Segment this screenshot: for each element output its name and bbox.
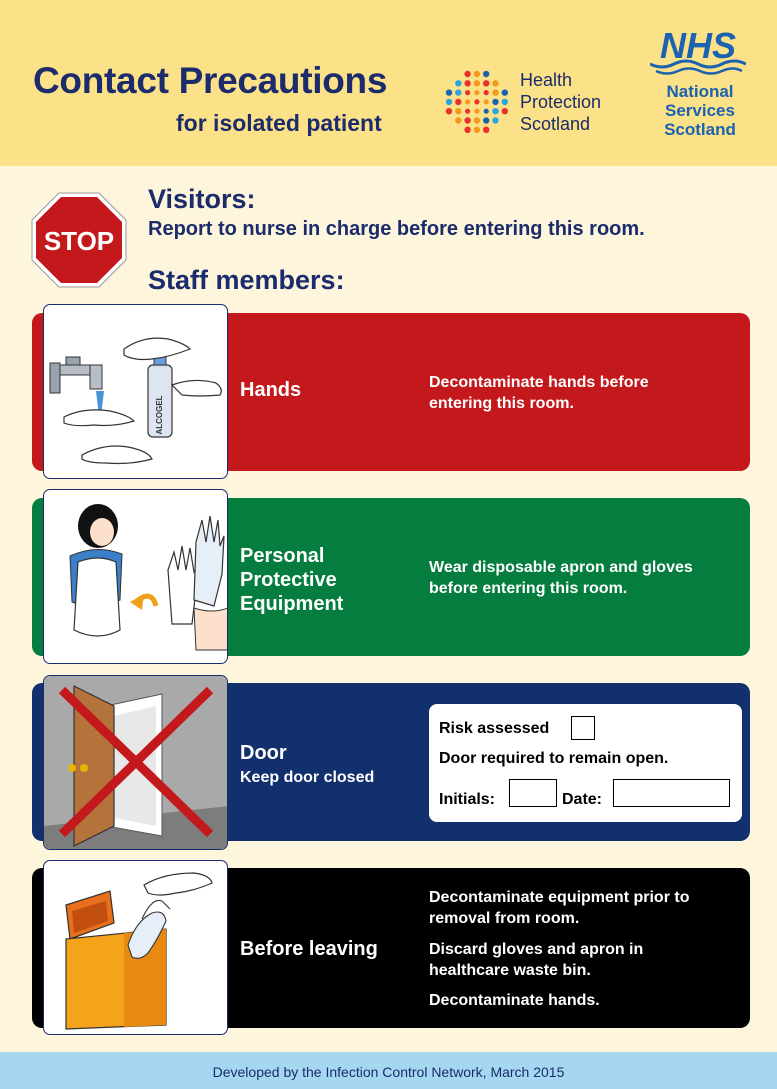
hands-description: Decontaminate hands before entering this room. — [429, 374, 649, 412]
ppe-picture — [43, 489, 228, 664]
crossed-open-door-icon — [44, 676, 228, 850]
hands-picture — [43, 304, 228, 479]
date-field[interactable] — [613, 779, 730, 807]
door-sublabel: Keep door closed — [240, 769, 375, 786]
stop-sign-icon — [31, 192, 127, 288]
ppe-label: Personal Protective Equipment — [240, 545, 344, 615]
visitors-heading: Visitors: — [148, 184, 256, 214]
ppe-description: Wear disposable apron and gloves before entering this room. — [429, 559, 693, 597]
apron-gloves-icon — [44, 490, 228, 664]
door-label: Door — [240, 742, 287, 764]
hands-label: Hands — [240, 379, 302, 401]
door-picture — [43, 675, 228, 850]
visitors-instruction: Report to nurse in charge before entering this room. — [148, 218, 645, 240]
door-risk-form — [429, 704, 742, 822]
hps-logo-icon — [443, 68, 511, 136]
risk-assessed-label: Risk assessed — [439, 720, 550, 737]
nhs-logo-icon — [650, 26, 746, 78]
hand-washing-icon — [44, 305, 228, 479]
date-label: Date: — [562, 791, 603, 808]
initials-field[interactable] — [509, 779, 557, 807]
page-title: Contact Precautions — [33, 60, 388, 101]
leaving-step-1: Decontaminate equipment prior to removal from room. — [429, 889, 690, 927]
initials-label: Initials: — [439, 791, 496, 808]
leaving-step-2: Discard gloves and apron in healthcare waste bin. — [429, 941, 644, 979]
staff-heading: Staff members: — [148, 265, 345, 295]
leaving-step-3: Decontaminate hands. — [429, 992, 600, 1009]
footer — [0, 1052, 777, 1089]
leaving-label: Before leaving — [240, 938, 378, 960]
header-banner — [0, 0, 777, 166]
footer-credit: Developed by the Infection Control Network, March 2015 — [212, 1064, 565, 1080]
page-subtitle: for isolated patient — [176, 110, 382, 136]
svg-text:ALCOGEL: ALCOGEL — [155, 395, 164, 435]
risk-assessed-checkbox[interactable] — [571, 716, 595, 740]
waste-bin-icon — [44, 861, 228, 1035]
leaving-picture — [43, 860, 228, 1035]
door-open-label: Door required to remain open. — [439, 750, 669, 767]
svg-text:NHS: NHS — [659, 26, 737, 66]
hps-logo-text: Health Protection Scotland — [520, 70, 602, 134]
nss-logo-text: National Services Scotland — [664, 82, 736, 139]
svg-text:STOP: STOP — [43, 226, 115, 256]
